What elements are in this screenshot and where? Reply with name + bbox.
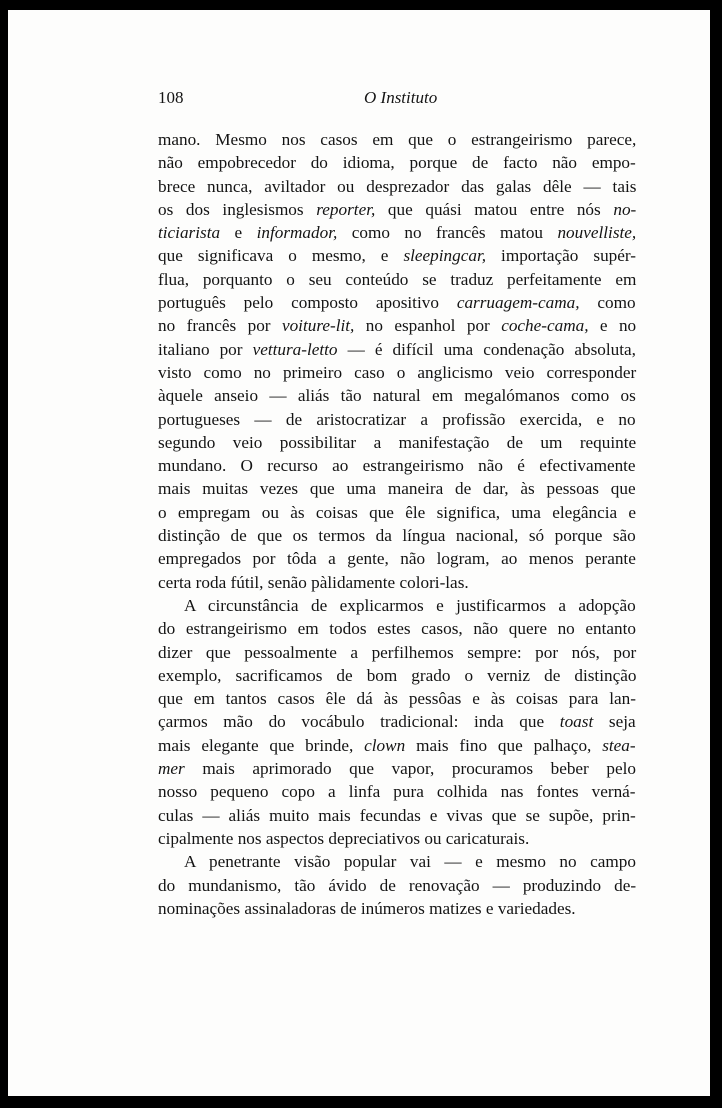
text-line [158, 850, 636, 873]
text-line [158, 501, 636, 524]
text-run: e no [588, 316, 637, 336]
text-run: do mundanismo, tão ávido de renovação — produzindo de- [158, 875, 637, 895]
text-line [158, 338, 636, 361]
text-run: os dos inglesismos [158, 199, 317, 219]
text-run: empregados por tôda a gente, não logram, ao menos perante [158, 549, 636, 569]
text-line [158, 291, 636, 314]
text-run: mais muitas vezes que uma maneira de dar, às pessoas que [158, 479, 636, 499]
text-line [158, 361, 636, 384]
text-run: culas — aliás muito mais fecundas e vivas que se supõe, prin- [158, 805, 636, 825]
italic-term: toast [559, 712, 594, 732]
paragraph-1 [158, 128, 636, 594]
text-line [158, 547, 636, 570]
text-line [158, 571, 636, 594]
text-line [158, 734, 636, 757]
text-line [158, 897, 636, 920]
paragraph-2 [158, 594, 636, 850]
text-line [158, 874, 636, 897]
italic-term: clown [364, 735, 406, 755]
text-line [158, 780, 636, 803]
text-run: A circunstância de explicarmos e justificarmos a adopção [184, 595, 636, 615]
text-run: dizer que pessoalmente a perfilhemos sempre: por nós, por [158, 642, 637, 662]
text-run: mano. Mesmo nos casos em que o estrangeirismo parece, [158, 130, 637, 149]
italic-term: nouvelliste, [557, 223, 637, 243]
text-line [158, 710, 636, 733]
text-run: mais aprimorado que vapor, procuramos beber pelo [184, 759, 636, 779]
text-line [158, 617, 636, 640]
text-line [158, 477, 636, 500]
text-run: visto como no primeiro caso o anglicismo veio corresponder [158, 362, 637, 382]
text-line [158, 827, 636, 850]
text-line [158, 524, 636, 547]
text-run: como no francês matou [337, 223, 558, 243]
italic-term: ticiarista [158, 223, 221, 243]
text-run: que significava o mesmo, e [158, 246, 404, 266]
text-run: no francês por [158, 316, 282, 336]
text-run: o empregam ou às coisas que êle significa, uma elegância e [158, 502, 637, 522]
text-run: mais elegante que brinde, [158, 735, 365, 755]
text-run: não empobrecedor do idioma, porque de facto não empo- [158, 153, 636, 173]
text-run: nosso pequeno copo a linfa pura colhida nas fontes verná- [158, 782, 636, 802]
text-run: exemplo, sacrificamos de bom grado o verniz de distinção [158, 665, 637, 685]
text-line [158, 804, 636, 827]
text-line [158, 454, 636, 477]
text-run: português pelo composto apositivo [158, 293, 457, 313]
text-line [158, 198, 636, 221]
text-line [158, 128, 636, 151]
text-run: distinção de que os termos da língua nacional, só porque são [158, 526, 636, 546]
text-line [158, 594, 636, 617]
italic-term: stea- [602, 735, 636, 755]
text-run: do estrangeirismo em todos estes casos, não quere no entanto [158, 619, 636, 639]
text-line [158, 244, 636, 267]
text-line [158, 664, 636, 687]
text-run: — é difícil uma condenação absoluta, [337, 339, 636, 359]
text-run: que quási matou entre nós [375, 199, 614, 219]
text-line [158, 757, 636, 780]
text-run: e [220, 223, 257, 243]
page-frame [8, 10, 710, 1096]
text-line [158, 687, 636, 710]
text-run: portugueses — de aristocratizar a profissão exercida, e no [158, 409, 636, 429]
text-line [158, 314, 636, 337]
text-run: cipalmente nos aspectos depreciativos ou caricaturais. [158, 828, 530, 848]
text-run: certa roda fútil, senão pàlidamente colori-las. [158, 572, 469, 592]
text-line [158, 384, 636, 407]
text-run: que em tantos casos êle dá às pessôas e às coisas para lan- [158, 689, 636, 709]
text-line [158, 431, 636, 454]
page-number: 108 [158, 88, 184, 107]
italic-term: reporter, [316, 199, 376, 219]
text-run: flua, porquanto o seu conteúdo se traduz perfeitamente em [158, 269, 637, 289]
running-header [158, 86, 636, 112]
italic-term: vettura-letto [252, 339, 338, 359]
italic-term: sleepingcar, [403, 246, 487, 266]
text-line [158, 221, 636, 244]
italic-term: mer [158, 759, 185, 779]
text-line [158, 408, 636, 431]
text-run: importação supér- [486, 246, 636, 266]
text-run: çarmos mão do vocábulo tradicional: inda que [158, 712, 560, 732]
text-line [158, 641, 636, 664]
text-run: italiano por [158, 339, 253, 359]
body-text [158, 128, 636, 920]
text-run: brece nunca, aviltador ou desprezador das galas dêle — tais [158, 176, 637, 196]
paragraph-3 [158, 850, 636, 920]
text-run: segundo veio possibilitar a manifestação de um requinte [158, 432, 637, 452]
text-run: como [579, 293, 636, 313]
text-run: no espanhol por [354, 316, 502, 336]
text-run: A penetrante visão popular vai — e mesmo no campo [184, 852, 636, 872]
italic-term: informador, [256, 223, 338, 243]
running-title: O Instituto [364, 88, 438, 107]
text-line [158, 268, 636, 291]
text-run: àquele anseio — aliás tão natural em megalómanos como os [158, 386, 636, 406]
text-line [158, 151, 636, 174]
italic-term: no- [613, 199, 637, 219]
text-run: nominações assinaladoras de inúmeros matizes e variedades. [158, 898, 576, 918]
text-run: mais fino que palhaço, [405, 735, 603, 755]
italic-term: coche-cama, [501, 316, 589, 336]
italic-term: voiture-lit, [281, 316, 355, 336]
text-run: seja [593, 712, 636, 732]
italic-term: carruagem-cama, [456, 293, 580, 313]
text-run: mundano. O recurso ao estrangeirismo não é efectivamente [158, 456, 636, 476]
text-line [158, 175, 636, 198]
